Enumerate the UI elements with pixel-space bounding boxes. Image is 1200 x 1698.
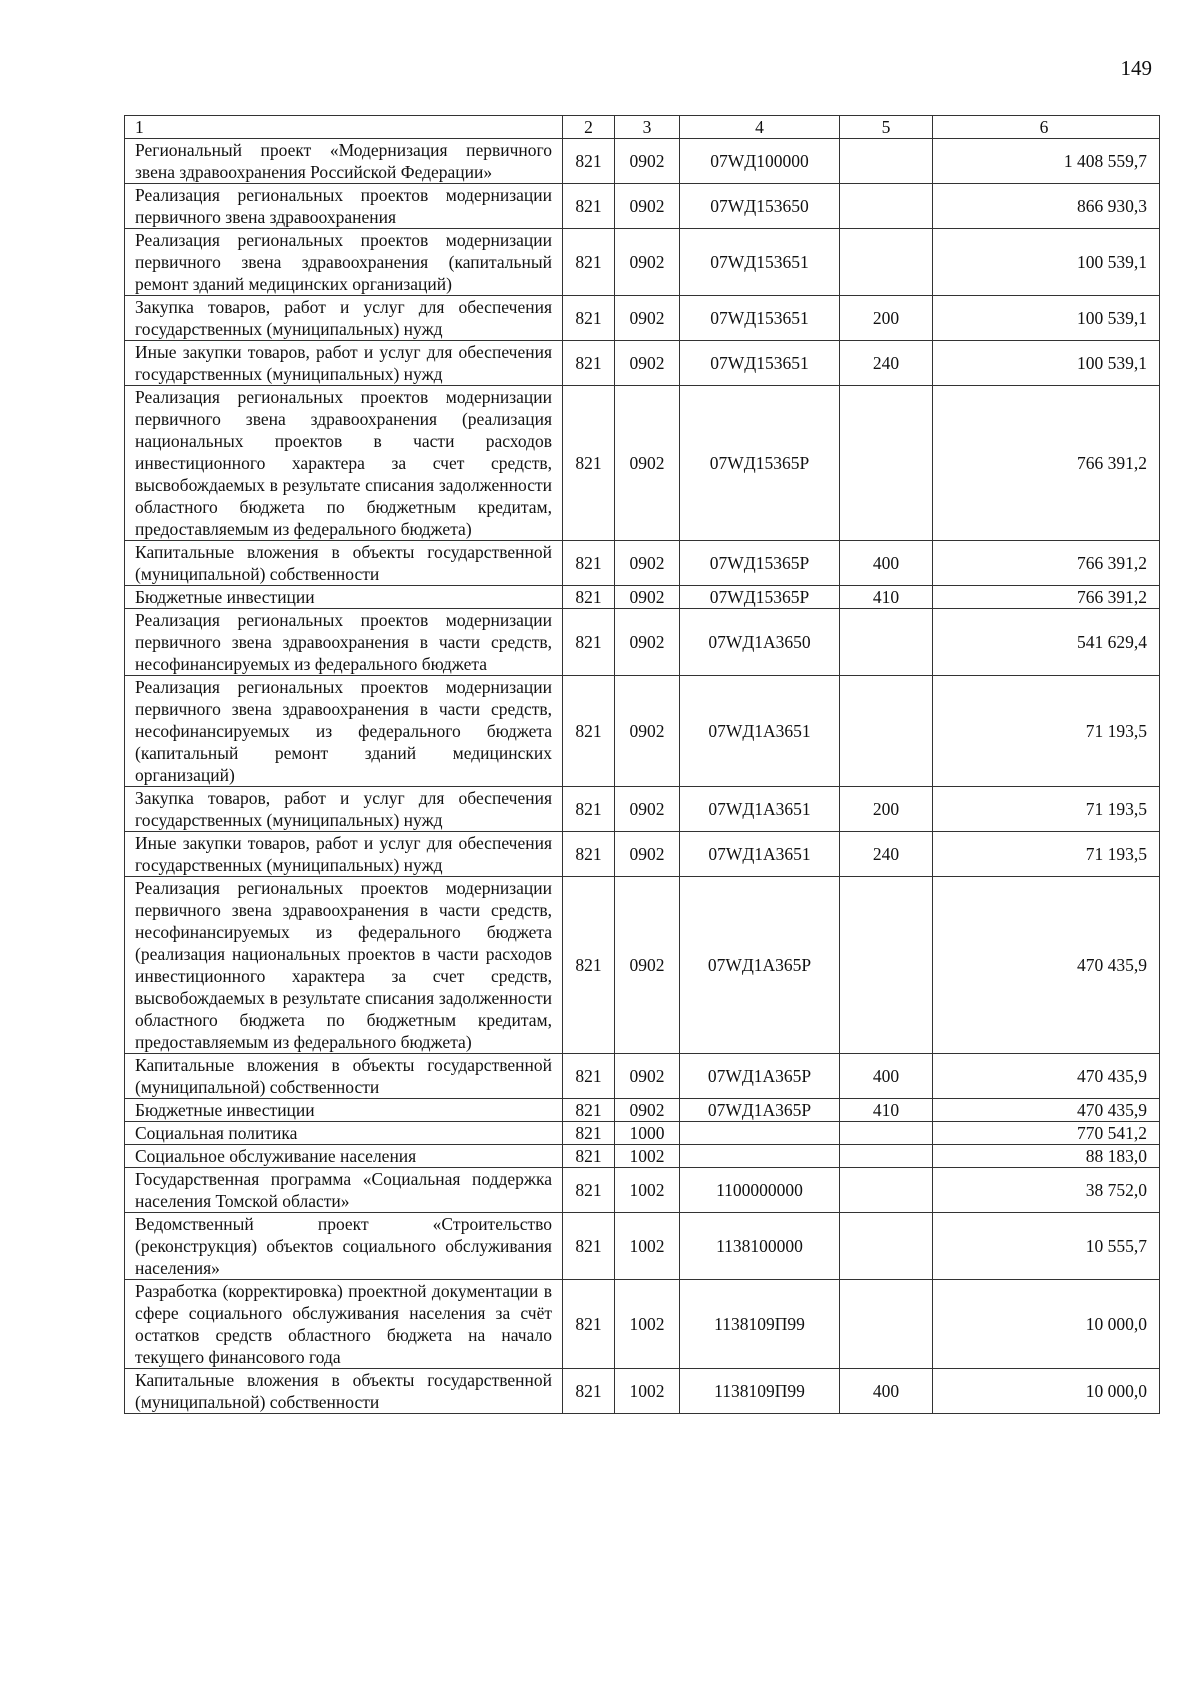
row-expense-type-cell: 400 xyxy=(840,541,933,586)
row-name-cell: Капитальные вложения в объекты государственной (муниципальной) собственности xyxy=(125,1369,563,1414)
table-row xyxy=(125,877,1160,1054)
row-target-item-cell: 07WД1А3650 xyxy=(680,609,840,676)
row-name-cell: Государственная программа «Социальная поддержка населения Томской области» xyxy=(125,1168,563,1213)
row-expense-type-cell: 200 xyxy=(840,787,933,832)
row-amount-cell: 10 000,0 xyxy=(933,1369,1160,1414)
row-name-cell: Иные закупки товаров, работ и услуг для обеспечения государственных (муниципальных) нужд xyxy=(125,341,563,386)
table-row xyxy=(125,1369,1160,1414)
table-header-row xyxy=(125,116,1160,139)
row-amount-cell: 866 930,3 xyxy=(933,184,1160,229)
row-ministry-code-cell: 821 xyxy=(563,586,615,609)
row-name-cell: Закупка товаров, работ и услуг для обеспечения государственных (муниципальных) нужд xyxy=(125,296,563,341)
row-name-cell: Реализация региональных проектов модернизации первичного звена здравоохранения (реализация национальных проектов в части расходов инвестиционного характера за счет средств, высвобождаемых в результате списания задолженности областного бюджета по бюджетным кредитам, предоставляемым из федерального бюджета) xyxy=(125,386,563,541)
table-row xyxy=(125,1054,1160,1099)
row-ministry-code-cell: 821 xyxy=(563,229,615,296)
row-expense-type-cell xyxy=(840,1122,933,1145)
row-section-code-cell: 0902 xyxy=(615,609,680,676)
row-target-item-cell: 07WД15365P xyxy=(680,586,840,609)
row-ministry-code-cell: 821 xyxy=(563,1145,615,1168)
row-name-cell: Разработка (корректировка) проектной документации в сфере социального обслуживания населения за счёт остатков средств областного бюджета на начало текущего финансового года xyxy=(125,1280,563,1369)
column-header: 5 xyxy=(840,116,933,139)
row-amount-cell: 541 629,4 xyxy=(933,609,1160,676)
row-amount-cell: 470 435,9 xyxy=(933,877,1160,1054)
row-ministry-code-cell: 821 xyxy=(563,1280,615,1369)
budget-table-body xyxy=(125,116,1160,1414)
row-ministry-code-cell: 821 xyxy=(563,1054,615,1099)
row-expense-type-cell xyxy=(840,1145,933,1168)
row-amount-cell: 10 000,0 xyxy=(933,1280,1160,1369)
row-ministry-code-cell: 821 xyxy=(563,184,615,229)
table-row xyxy=(125,1213,1160,1280)
row-name-cell: Реализация региональных проектов модернизации первичного звена здравоохранения (капитальный ремонт зданий медицинских организаций) xyxy=(125,229,563,296)
budget-table xyxy=(124,115,1160,1414)
row-expense-type-cell xyxy=(840,139,933,184)
row-ministry-code-cell: 821 xyxy=(563,877,615,1054)
row-expense-type-cell: 240 xyxy=(840,341,933,386)
table-row xyxy=(125,1145,1160,1168)
row-expense-type-cell xyxy=(840,184,933,229)
row-target-item-cell: 07WД1А3651 xyxy=(680,787,840,832)
row-name-cell: Региональный проект «Модернизация первичного звена здравоохранения Российской Федерации» xyxy=(125,139,563,184)
page-number: 149 xyxy=(1120,56,1152,80)
row-amount-cell: 470 435,9 xyxy=(933,1054,1160,1099)
row-expense-type-cell: 410 xyxy=(840,586,933,609)
table-row xyxy=(125,832,1160,877)
row-amount-cell: 71 193,5 xyxy=(933,787,1160,832)
row-expense-type-cell xyxy=(840,229,933,296)
row-amount-cell: 470 435,9 xyxy=(933,1099,1160,1122)
row-amount-cell: 10 555,7 xyxy=(933,1213,1160,1280)
column-header: 1 xyxy=(125,116,563,139)
row-amount-cell: 38 752,0 xyxy=(933,1168,1160,1213)
row-section-code-cell: 0902 xyxy=(615,184,680,229)
row-ministry-code-cell: 821 xyxy=(563,341,615,386)
row-ministry-code-cell: 821 xyxy=(563,1168,615,1213)
row-section-code-cell: 1002 xyxy=(615,1168,680,1213)
row-section-code-cell: 1002 xyxy=(615,1369,680,1414)
row-name-cell: Ведомственный проект «Строительство (реконструкция) объектов социального обслуживания населения» xyxy=(125,1213,563,1280)
column-header: 6 xyxy=(933,116,1160,139)
row-target-item-cell: 07WД1А3651 xyxy=(680,676,840,787)
row-section-code-cell: 0902 xyxy=(615,229,680,296)
table-row xyxy=(125,1280,1160,1369)
row-target-item-cell: 07WД153651 xyxy=(680,341,840,386)
row-target-item-cell: 07WД1А3651 xyxy=(680,832,840,877)
row-target-item-cell xyxy=(680,1145,840,1168)
table-row xyxy=(125,1122,1160,1145)
row-name-cell: Капитальные вложения в объекты государственной (муниципальной) собственности xyxy=(125,1054,563,1099)
row-expense-type-cell: 200 xyxy=(840,296,933,341)
table-row xyxy=(125,586,1160,609)
row-expense-type-cell: 400 xyxy=(840,1054,933,1099)
table-row xyxy=(125,1099,1160,1122)
row-section-code-cell: 0902 xyxy=(615,787,680,832)
table-row xyxy=(125,386,1160,541)
column-header: 2 xyxy=(563,116,615,139)
row-amount-cell: 770 541,2 xyxy=(933,1122,1160,1145)
row-amount-cell: 71 193,5 xyxy=(933,832,1160,877)
row-expense-type-cell: 400 xyxy=(840,1369,933,1414)
table-row xyxy=(125,787,1160,832)
row-target-item-cell: 07WД1А365P xyxy=(680,1099,840,1122)
table-row xyxy=(125,676,1160,787)
table-row xyxy=(125,609,1160,676)
row-section-code-cell: 0902 xyxy=(615,541,680,586)
row-ministry-code-cell: 821 xyxy=(563,139,615,184)
row-ministry-code-cell: 821 xyxy=(563,1369,615,1414)
row-section-code-cell: 1000 xyxy=(615,1122,680,1145)
row-target-item-cell: 07WД153651 xyxy=(680,296,840,341)
row-section-code-cell: 1002 xyxy=(615,1213,680,1280)
row-expense-type-cell xyxy=(840,386,933,541)
row-ministry-code-cell: 821 xyxy=(563,832,615,877)
row-amount-cell: 766 391,2 xyxy=(933,541,1160,586)
row-target-item-cell: 1100000000 xyxy=(680,1168,840,1213)
row-expense-type-cell: 240 xyxy=(840,832,933,877)
row-expense-type-cell xyxy=(840,1280,933,1369)
row-target-item-cell xyxy=(680,1122,840,1145)
row-expense-type-cell xyxy=(840,676,933,787)
table-row xyxy=(125,341,1160,386)
row-amount-cell: 71 193,5 xyxy=(933,676,1160,787)
row-target-item-cell: 07WД1А365P xyxy=(680,877,840,1054)
row-expense-type-cell: 410 xyxy=(840,1099,933,1122)
row-name-cell: Иные закупки товаров, работ и услуг для обеспечения государственных (муниципальных) нужд xyxy=(125,832,563,877)
table-row xyxy=(125,541,1160,586)
row-target-item-cell: 1138109П99 xyxy=(680,1280,840,1369)
table-row xyxy=(125,1168,1160,1213)
row-expense-type-cell xyxy=(840,1213,933,1280)
row-section-code-cell: 1002 xyxy=(615,1145,680,1168)
row-amount-cell: 100 539,1 xyxy=(933,341,1160,386)
row-section-code-cell: 0902 xyxy=(615,296,680,341)
row-section-code-cell: 0902 xyxy=(615,832,680,877)
row-section-code-cell: 0902 xyxy=(615,1054,680,1099)
table-row xyxy=(125,229,1160,296)
row-target-item-cell: 07WД153650 xyxy=(680,184,840,229)
row-name-cell: Реализация региональных проектов модернизации первичного звена здравоохранения xyxy=(125,184,563,229)
row-expense-type-cell xyxy=(840,1168,933,1213)
column-header: 3 xyxy=(615,116,680,139)
row-name-cell: Социальное обслуживание населения xyxy=(125,1145,563,1168)
row-target-item-cell: 1138100000 xyxy=(680,1213,840,1280)
row-section-code-cell: 0902 xyxy=(615,341,680,386)
row-ministry-code-cell: 821 xyxy=(563,541,615,586)
row-target-item-cell: 1138109П99 xyxy=(680,1369,840,1414)
row-name-cell: Бюджетные инвестиции xyxy=(125,586,563,609)
row-amount-cell: 1 408 559,7 xyxy=(933,139,1160,184)
row-section-code-cell: 0902 xyxy=(615,877,680,1054)
table-row xyxy=(125,296,1160,341)
row-amount-cell: 766 391,2 xyxy=(933,586,1160,609)
row-name-cell: Социальная политика xyxy=(125,1122,563,1145)
row-amount-cell: 100 539,1 xyxy=(933,229,1160,296)
row-ministry-code-cell: 821 xyxy=(563,1122,615,1145)
row-amount-cell: 88 183,0 xyxy=(933,1145,1160,1168)
table-row xyxy=(125,139,1160,184)
row-amount-cell: 766 391,2 xyxy=(933,386,1160,541)
row-ministry-code-cell: 821 xyxy=(563,787,615,832)
row-ministry-code-cell: 821 xyxy=(563,676,615,787)
table-row xyxy=(125,184,1160,229)
row-section-code-cell: 0902 xyxy=(615,1099,680,1122)
row-target-item-cell: 07WД100000 xyxy=(680,139,840,184)
row-amount-cell: 100 539,1 xyxy=(933,296,1160,341)
row-name-cell: Капитальные вложения в объекты государственной (муниципальной) собственности xyxy=(125,541,563,586)
row-name-cell: Реализация региональных проектов модернизации первичного звена здравоохранения в части средств, несофинансируемых из федерального бюджета (капитальный ремонт зданий медицинских организаций) xyxy=(125,676,563,787)
row-section-code-cell: 1002 xyxy=(615,1280,680,1369)
row-expense-type-cell xyxy=(840,877,933,1054)
column-header: 4 xyxy=(680,116,840,139)
row-expense-type-cell xyxy=(840,609,933,676)
row-section-code-cell: 0902 xyxy=(615,676,680,787)
row-ministry-code-cell: 821 xyxy=(563,296,615,341)
row-ministry-code-cell: 821 xyxy=(563,1099,615,1122)
row-section-code-cell: 0902 xyxy=(615,139,680,184)
row-ministry-code-cell: 821 xyxy=(563,1213,615,1280)
row-target-item-cell: 07WД15365P xyxy=(680,386,840,541)
row-name-cell: Закупка товаров, работ и услуг для обеспечения государственных (муниципальных) нужд xyxy=(125,787,563,832)
row-target-item-cell: 07WД1А365P xyxy=(680,1054,840,1099)
row-section-code-cell: 0902 xyxy=(615,386,680,541)
row-ministry-code-cell: 821 xyxy=(563,609,615,676)
row-ministry-code-cell: 821 xyxy=(563,386,615,541)
row-target-item-cell: 07WД153651 xyxy=(680,229,840,296)
row-target-item-cell: 07WД15365P xyxy=(680,541,840,586)
row-name-cell: Реализация региональных проектов модернизации первичного звена здравоохранения в части средств, несофинансируемых из федерального бюджета xyxy=(125,609,563,676)
row-name-cell: Реализация региональных проектов модернизации первичного звена здравоохранения в части средств, несофинансируемых из федерального бюджета (реализация национальных проектов в части расходов инвестиционного характера за счет средств, высвобождаемых в результате списания задолженности областного бюджета по бюджетным кредитам, предоставляемым из федерального бюджета) xyxy=(125,877,563,1054)
row-section-code-cell: 0902 xyxy=(615,586,680,609)
row-name-cell: Бюджетные инвестиции xyxy=(125,1099,563,1122)
